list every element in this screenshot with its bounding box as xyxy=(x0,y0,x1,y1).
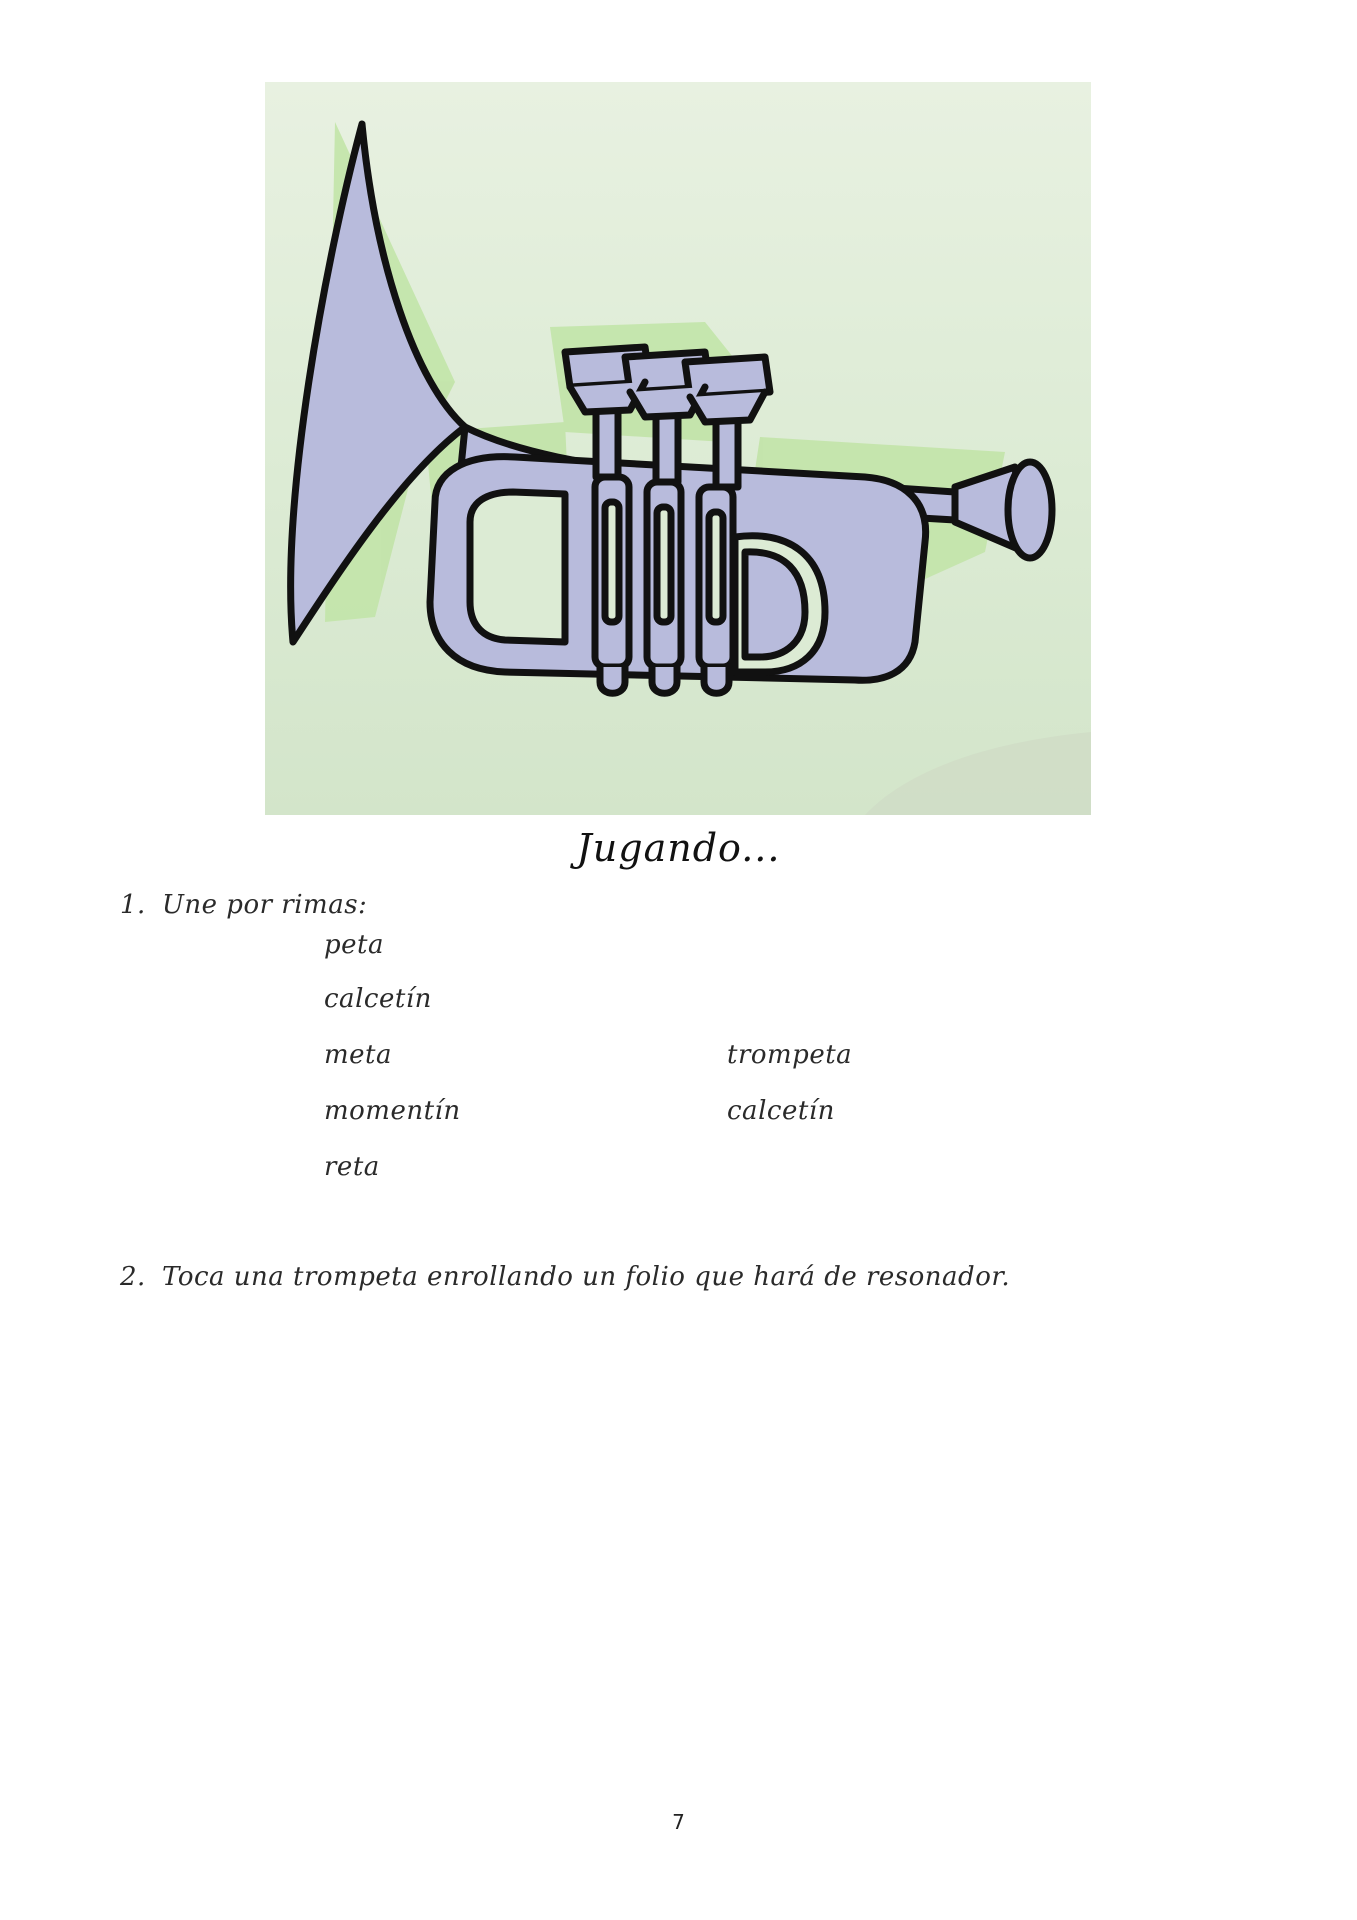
left-word: meta xyxy=(324,1040,392,1070)
right-word: calcetín xyxy=(727,1096,835,1126)
trumpet-illustration xyxy=(265,82,1091,815)
trumpet-icon xyxy=(265,82,1091,815)
left-word: reta xyxy=(324,1152,380,1182)
right-word: trompeta xyxy=(727,1040,853,1070)
activity-2 xyxy=(120,1262,1010,1292)
activity-1 xyxy=(120,890,367,920)
page-heading: Jugando... xyxy=(576,826,781,870)
activity-1-text: Une por rimas: xyxy=(162,890,368,920)
page-number: 7 xyxy=(672,1810,685,1834)
activity-2-number: 2. xyxy=(120,1262,146,1292)
left-word: peta xyxy=(324,930,384,960)
left-word: momentín xyxy=(324,1096,461,1126)
activity-1-number: 1. xyxy=(120,890,146,920)
activity-2-text: Toca una trompeta enrollando un folio que hará de resonador. xyxy=(162,1262,1011,1292)
left-word: calcetín xyxy=(324,984,432,1014)
